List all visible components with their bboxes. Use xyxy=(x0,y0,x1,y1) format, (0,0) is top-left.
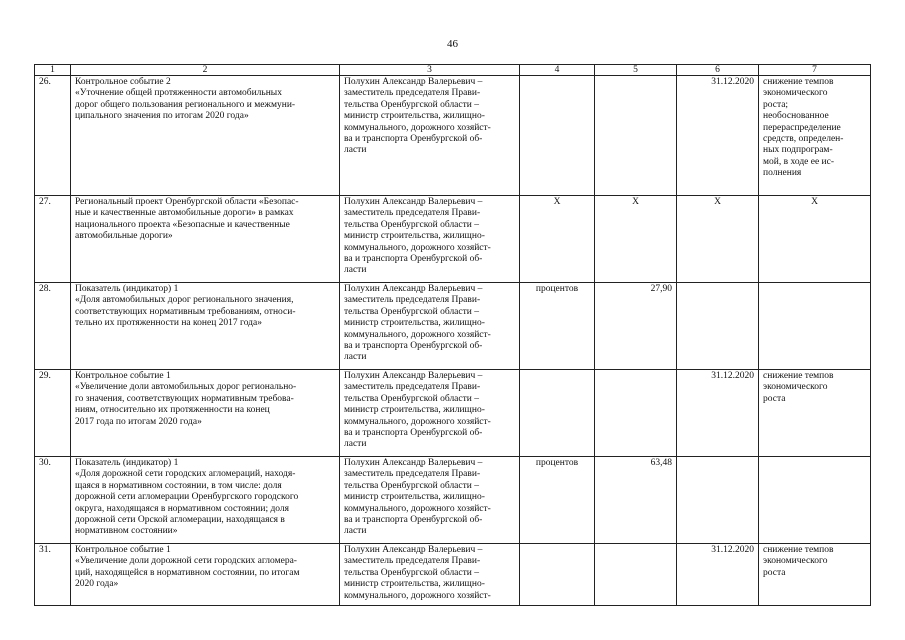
column-header: 6 xyxy=(677,65,759,76)
deadline-date: 31.12.2020 xyxy=(677,76,759,196)
table-row xyxy=(35,370,871,457)
unit xyxy=(520,370,595,457)
indicator-value xyxy=(595,370,677,457)
table-row xyxy=(35,196,871,283)
indicator-value: 63,48 xyxy=(595,457,677,544)
deadline-date xyxy=(677,283,759,370)
item-name: Показатель (индикатор) 1 «Доля автомобильных дорог регионального значения, соответствующих нормативным требованиям, относи- тельно их протяженности на конец 2017 года» xyxy=(71,283,340,370)
row-number: 27. xyxy=(35,196,71,283)
responsible-person: Полухин Александр Валерьевич – заместитель председателя Прави- тельства Оренбургской области – министр строительства, жилищно- коммунального, дорожного хозяйст- ва и транспорта Оренбургской об- ласти xyxy=(340,76,520,196)
row-number: 30. xyxy=(35,457,71,544)
unit: процентов xyxy=(520,457,595,544)
row-number: 26. xyxy=(35,76,71,196)
deadline-date: 31.12.2020 xyxy=(677,544,759,606)
unit: Х xyxy=(520,196,595,283)
responsible-person: Полухин Александр Валерьевич – заместитель председателя Прави- тельства Оренбургской области – министр строительства, жилищно- коммунального, дорожного хозяйст- ва и транспорта Оренбургской об- ласти xyxy=(340,196,520,283)
column-number-row xyxy=(35,65,871,76)
responsible-person: Полухин Александр Валерьевич – заместитель председателя Прави- тельства Оренбургской области – министр строительства, жилищно- коммунального, дорожного хозяйст- ва и транспорта Оренбургской об- ласти xyxy=(340,457,520,544)
row-number: 31. xyxy=(35,544,71,606)
deadline-date: 31.12.2020 xyxy=(677,370,759,457)
unit xyxy=(520,76,595,196)
row-number: 28. xyxy=(35,283,71,370)
risk-description xyxy=(759,283,871,370)
risk-description: снижение темпов экономического роста xyxy=(759,544,871,606)
table-row xyxy=(35,457,871,544)
table-row xyxy=(35,544,871,606)
plan-table xyxy=(34,64,871,606)
item-name: Контрольное событие 2 «Уточнение общей протяженности автомобильных дорог общего пользования регионального и межмуни- ципального значения по итогам 2020 года» xyxy=(71,76,340,196)
unit: процентов xyxy=(520,283,595,370)
indicator-value: Х xyxy=(595,196,677,283)
indicator-value xyxy=(595,76,677,196)
column-header: 4 xyxy=(520,65,595,76)
deadline-date xyxy=(677,457,759,544)
column-header: 7 xyxy=(759,65,871,76)
item-name: Контрольное событие 1 «Увеличение доли дорожной сети городских агломера- ций, находящейся в нормативном состоянии, по итогам 2020 года» xyxy=(71,544,340,606)
responsible-person: Полухин Александр Валерьевич – заместитель председателя Прави- тельства Оренбургской области – министр строительства, жилищно- коммунального, дорожного хозяйст- ва и транспорта Оренбургской об- ласти xyxy=(340,283,520,370)
item-name: Показатель (индикатор) 1 «Доля дорожной сети городских агломераций, находя- щаяся в нормативном состоянии, в том числе: доля дорожной сети агломерации Оренбургского городского округа, находящаяся в нормативном состоянии; доля дорожной сети Орской агломерации, находящаяся в нормативном состоянии» xyxy=(71,457,340,544)
responsible-person: Полухин Александр Валерьевич – заместитель председателя Прави- тельства Оренбургской области – министр строительства, жилищно- коммунального, дорожного хозяйст- ва и транспорта Оренбургской об- ласти xyxy=(340,370,520,457)
table-row xyxy=(35,283,871,370)
risk-description: снижение темпов экономического роста; необоснованное перераспределение средств, определен- ных подпрограм- мой, в ходе ее ис- полнения xyxy=(759,76,871,196)
risk-description: Х xyxy=(759,196,871,283)
column-header: 1 xyxy=(35,65,71,76)
item-name: Контрольное событие 1 «Увеличение доли автомобильных дорог регионально- го значения, соответствующих нормативным требова- ниям, относительно их протяженности на конец 2017 года по итогам 2020 года» xyxy=(71,370,340,457)
item-name: Региональный проект Оренбургской области «Безопас- ные и качественные автомобильные дороги» в рамках национального проекта «Безопасные и качественные автомобильные дороги» xyxy=(71,196,340,283)
responsible-person: Полухин Александр Валерьевич – заместитель председателя Прави- тельства Оренбургской области – министр строительства, жилищно- коммунального, дорожного хозяйст- xyxy=(340,544,520,606)
column-header: 5 xyxy=(595,65,677,76)
unit xyxy=(520,544,595,606)
deadline-date: Х xyxy=(677,196,759,283)
column-header: 3 xyxy=(340,65,520,76)
table-row xyxy=(35,76,871,196)
risk-description xyxy=(759,457,871,544)
indicator-value xyxy=(595,544,677,606)
indicator-value: 27,90 xyxy=(595,283,677,370)
column-header: 2 xyxy=(71,65,340,76)
row-number: 29. xyxy=(35,370,71,457)
page-number: 46 xyxy=(447,38,458,50)
risk-description: снижение темпов экономического роста xyxy=(759,370,871,457)
